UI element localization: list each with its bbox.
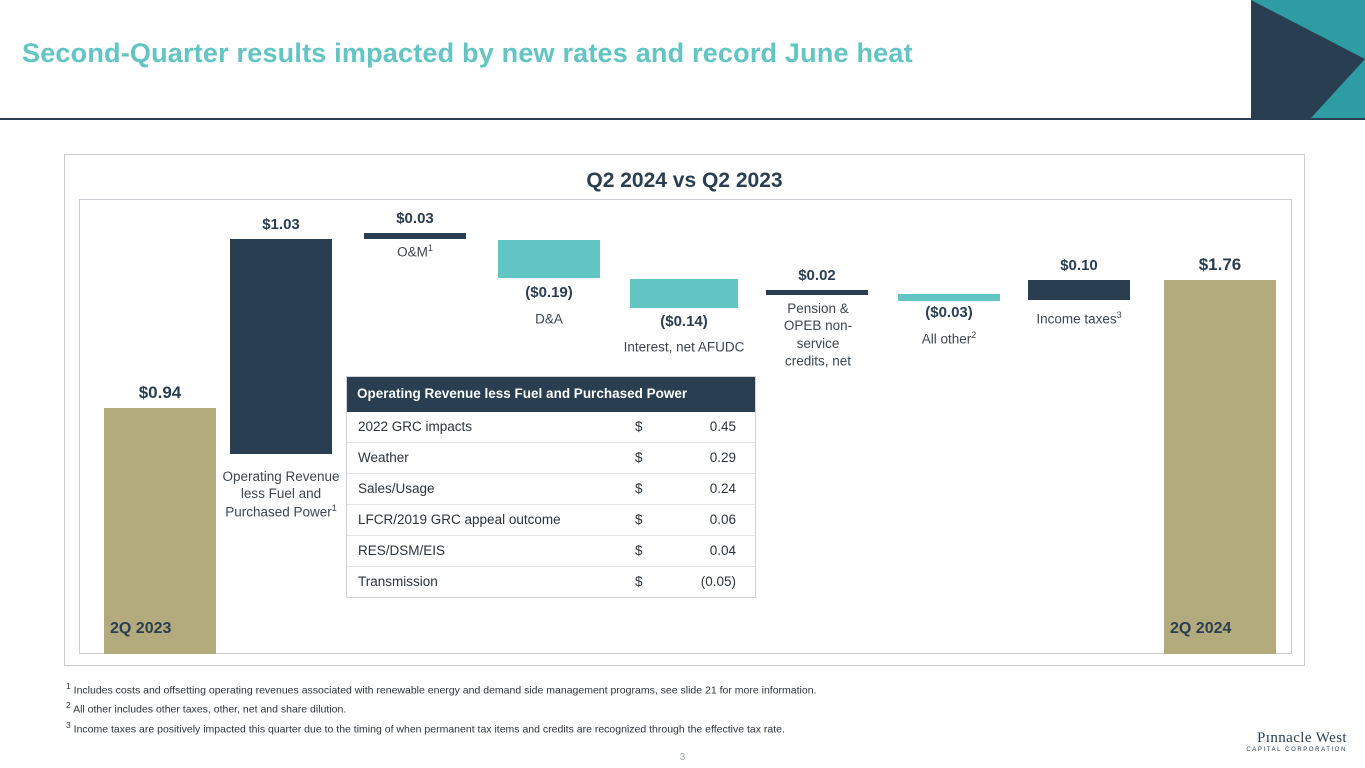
bar-operating-revenue-label [216, 468, 346, 520]
bar-pension-opeb-value: $0.02 [798, 267, 836, 284]
row-currency: $ [635, 442, 675, 473]
bar-2q-2023[interactable] [104, 408, 216, 654]
axis-label-2q-2023: 2Q 2023 [110, 620, 172, 637]
corner-decoration [1251, 0, 1365, 118]
bar-2q-2024[interactable] [1164, 280, 1276, 654]
row-value: (0.05) [700, 574, 736, 590]
bar-all-other-label [898, 330, 1000, 348]
bar-om-label-text: O&M [397, 244, 428, 260]
row-currency: $ [635, 412, 675, 443]
bar-income-taxes[interactable] [1028, 280, 1130, 300]
row-label: 2022 GRC impacts [347, 412, 635, 443]
inset-table [346, 376, 756, 598]
company-logo-tagline: CAPITAL CORPORATION [1246, 747, 1347, 753]
bar-om-label [364, 243, 466, 261]
bar-da[interactable] [498, 240, 600, 278]
footnotes [66, 680, 1266, 738]
row-value: 0.24 [675, 473, 755, 504]
bar-om-label-sup: 1 [427, 243, 433, 253]
inset-table-body [347, 412, 755, 597]
company-logo-name: Pɪnnaсle West [1257, 730, 1347, 746]
bar-2q-2023-value: $0.94 [138, 383, 182, 402]
row-label: RES/DSM/EIS [347, 535, 635, 566]
bar-income-taxes-value: $0.10 [1060, 257, 1098, 274]
bar-operating-revenue-label-text: Operating Revenue less Fuel and Purchased Power [222, 469, 340, 520]
row-value: 0.29 [675, 442, 755, 473]
page-number: 3 [679, 752, 686, 763]
bar-interest-net-afudc-value: ($0.14) [660, 313, 708, 330]
axis-label-2q-2024: 2Q 2024 [1170, 620, 1232, 637]
bar-da-label [498, 310, 600, 328]
slide-header [0, 0, 1365, 116]
footnote-2 [66, 699, 1266, 718]
bar-all-other[interactable] [898, 294, 1000, 301]
row-currency: $ [635, 473, 675, 504]
bar-income-taxes-label-sup: 3 [1116, 310, 1122, 320]
footnote-1-text: Includes costs and offsetting operating revenues associated with renewable energy and demand side management programs, see slide 21 for more information. [73, 684, 817, 697]
footnote-2-text: All other includes other taxes, other, net and share dilution. [73, 703, 347, 716]
row-value: 0.04 [675, 535, 755, 566]
footnote-1-marker: 1 [66, 681, 71, 691]
footnote-1 [66, 680, 1266, 699]
company-logo [1246, 730, 1347, 753]
bar-all-other-label-sup: 2 [971, 330, 977, 340]
table-row [347, 566, 755, 597]
bar-2q-2024-value: $1.76 [1198, 255, 1242, 274]
bar-income-taxes-label [1028, 310, 1130, 328]
table-row [347, 473, 755, 504]
bar-pension-opeb-label [780, 300, 856, 370]
table-row [347, 535, 755, 566]
bar-income-taxes-label-text: Income taxes [1036, 311, 1117, 327]
row-currency: $ [635, 535, 675, 566]
bar-da-value: ($0.19) [525, 284, 573, 301]
bar-om-value: $0.03 [396, 210, 434, 227]
bar-interest-net-afudc[interactable] [630, 279, 738, 308]
bar-interest-net-afudc-label [622, 338, 746, 356]
bar-operating-revenue[interactable] [230, 239, 332, 454]
row-value: 0.06 [675, 504, 755, 535]
bar-pension-opeb[interactable] [766, 290, 868, 295]
row-currency: $ [635, 504, 675, 535]
bar-operating-revenue-label-sup: 1 [331, 502, 337, 513]
bar-pension-opeb-label-text: Pension & OPEB non-service credits, net [783, 301, 853, 369]
footnote-3-marker: 3 [66, 719, 71, 730]
table-row [347, 412, 755, 443]
corner-decoration-svg [1251, 0, 1365, 118]
footnote-3 [66, 719, 1266, 738]
row-label: Sales/Usage [347, 473, 635, 504]
row-label: Transmission [358, 574, 438, 590]
table-row [347, 442, 755, 473]
bar-all-other-label-text: All other [921, 331, 972, 347]
bar-interest-net-afudc-label-text: Interest, net AFUDC [623, 339, 745, 355]
bar-operating-revenue-value: $1.03 [262, 216, 300, 233]
bar-da-label-text: D&A [535, 311, 563, 327]
row-value: 0.45 [675, 412, 755, 443]
table-row [347, 504, 755, 535]
footnote-3-text: Income taxes are positively impacted this quarter due to the timing of when permanent tax items and credits are recognized through the effective tax rate. [73, 723, 785, 736]
row-currency: $ [635, 574, 643, 590]
bar-om[interactable] [364, 233, 466, 239]
chart-title: Q2 2024 vs Q2 2023 [586, 169, 783, 192]
row-label: LFCR/2019 GRC appeal outcome [347, 504, 635, 535]
row-label: Weather [347, 442, 635, 473]
page-title: Second-Quarter results impacted by new rates and record June heat [22, 38, 913, 68]
bar-all-other-value: ($0.03) [925, 304, 973, 321]
header-divider [0, 118, 1365, 120]
footnote-2-marker: 2 [66, 700, 71, 711]
inset-table-title: Operating Revenue less Fuel and Purchased Power [347, 377, 755, 412]
